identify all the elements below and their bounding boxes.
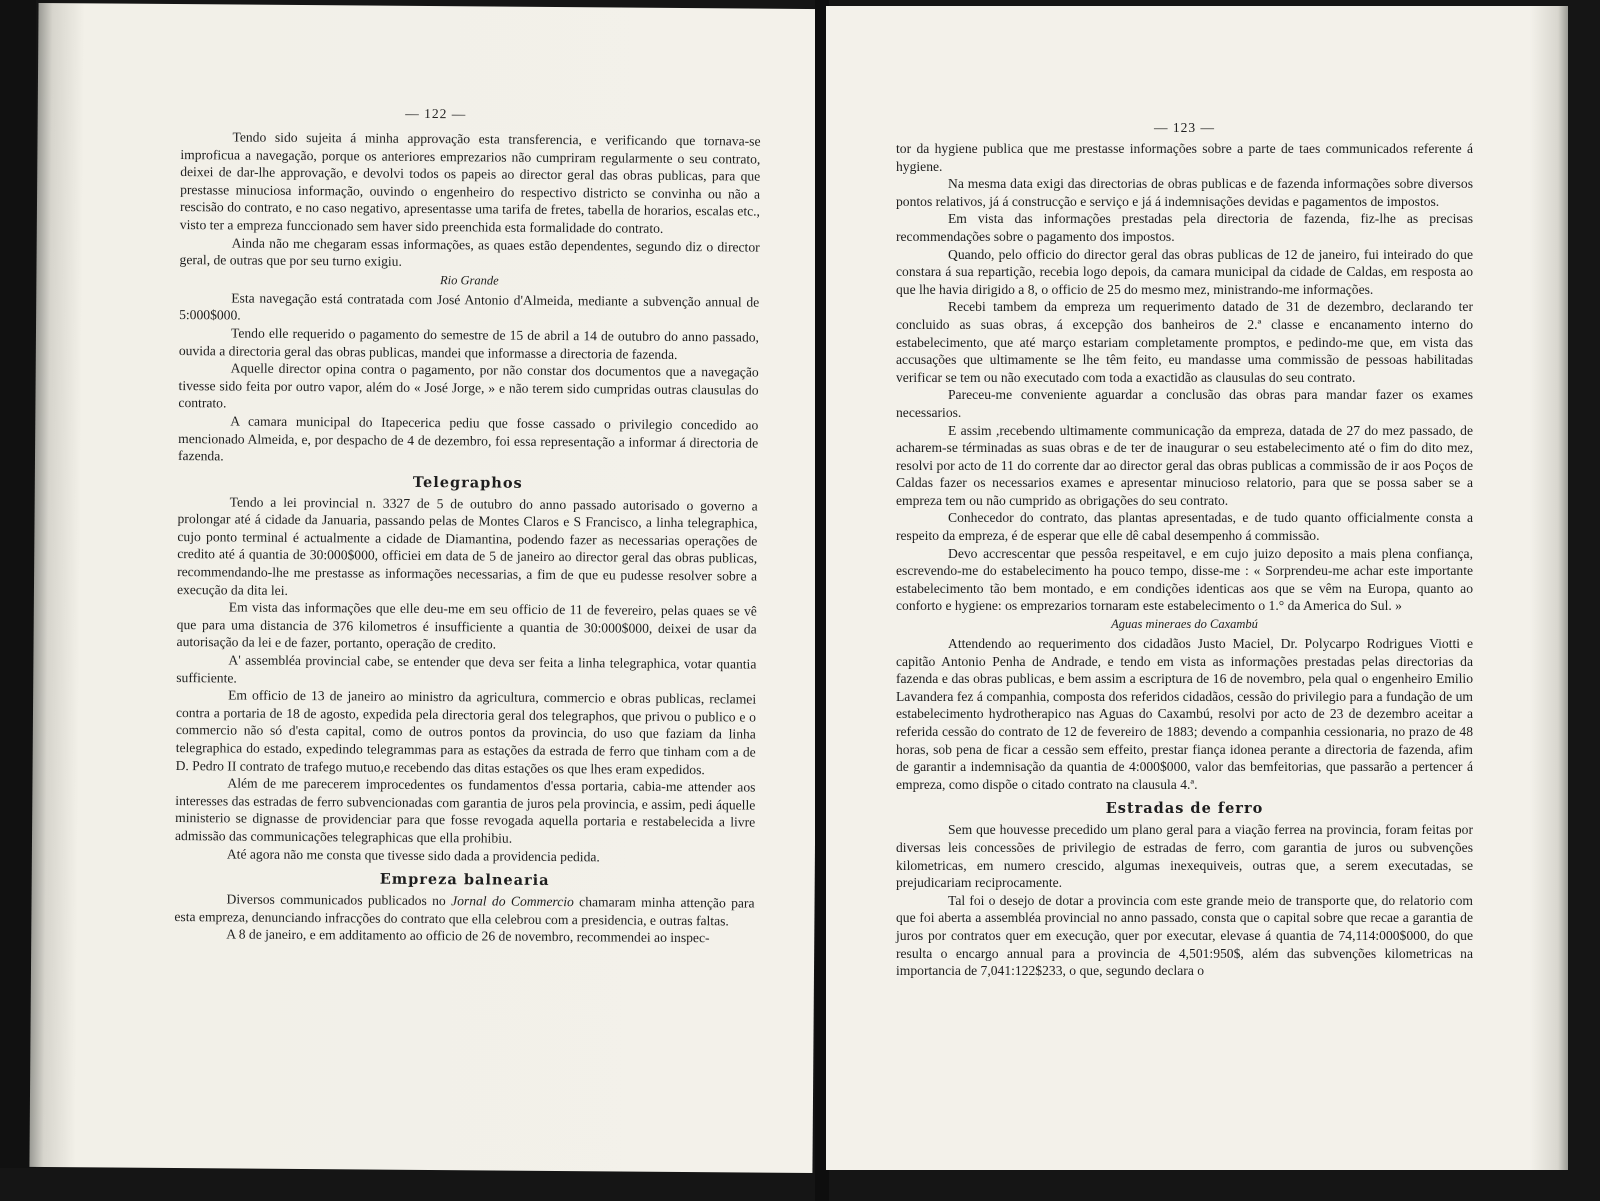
section-heading: Telegraphos bbox=[412, 473, 523, 492]
paragraph: Tal foi o desejo de dotar a provincia com este grande meio de transporte que, do relatorio com que foi aberta a assembléa provincial no anno passado, consta que o capital sobre que recae a garantia de juros por contratos quer em execução, quer por executar, elevase á quantia de 74,114:000$000, do que resulta o encargo annual para a provincia de 4,501:950$, além das subvenções kilometricas na importancia de 7,041:122$233, o que, segundo declara o bbox=[896, 892, 1473, 979]
left-page bbox=[29, 3, 821, 1173]
paragraph: Quando, pelo officio do director geral das obras publicas de 12 de janeiro, fui inteirado do que constara á sua repartição, recebia logo depois, da camara municipal da cidade de Caldas, em resposta ao que lhe havia dirigido a 8, o officio de 25 do mesmo mez, ministrando-me informações. bbox=[896, 246, 1473, 297]
right-page-body bbox=[896, 140, 1473, 980]
paragraph: Ainda não me chegaram essas informações, as quaes estão dependentes, segundo diz o director geral, de outras que por seu turno exigiu. bbox=[179, 235, 760, 269]
paragraph: A 8 de janeiro, e em additamento ao officio de 26 de novembro, recommendei ao inspec- bbox=[226, 926, 710, 946]
right-page bbox=[826, 6, 1568, 1170]
paragraph: E assim ,recebendo ultimamente communicação da empreza, datada de 27 do mez passado, de acharem-se términadas as suas obras e de ter de inaugurar o seu estabelecimento até o fim do dito mez, resolvi por acto de 11 do corrente dar ao director geral das obras publicas a commissão de ir aos Poços de Caldas fazer os necessarios exames e apresentar minucioso relatorio, para que se possa saber se a empreza tem ou não cumprido as obrigações do seu contrato. bbox=[896, 422, 1473, 508]
page-number-left: — 122 — bbox=[405, 105, 467, 122]
paragraph-text: chamaram minha attenção para esta empreza, denunciando infracções do contrato que ella celebrou com a presidencia, e outras faltas. bbox=[174, 894, 755, 929]
paragraph: Tendo a lei provincial n. 3327 de 5 de outubro do anno passado autorisado o governo a prolongar até á cidade da Januaria, passando pelas de Montes Claros e S Francisco, a linha telegraphica, cujo ponto terminal é actualmente a cidade de Diamantina, podendo fazer as necessarias operações de credito até á quantia de 30:000$000, officiei em data de 5 de janeiro ao director geral das obras publicas, recommendando-lhe me prestasse as informações necessarias, a fim de que eu pudesse resolver sobre a execução da dita lei. bbox=[176, 494, 758, 598]
paragraph: Em vista das informações prestadas pela directoria de fazenda, fiz-lhe as precisas recommendações sobre o pagamento dos impostos. bbox=[896, 211, 1473, 244]
paragraph bbox=[174, 890, 754, 930]
paragraph: Em officio de 13 de janeiro ao ministro da agricultura, commercio e obras publicas, reclamei contra a portaria de 18 de agosto, expedida pela directoria geral dos telegraphos, que privou o publico e o commercio não só d'esta capital, como de outros pontos da provincia, do uso que faziam da linha telegraphica do estado, expedindo telegrammas para as estações da estrada de ferro que tinham com a de D. Pedro II contrato de trafego mutuo,e recebendo das ditas estações os que lhes eram expedidos. bbox=[175, 687, 757, 777]
paragraph: Recebi tambem da empreza um requerimento datado de 31 de dezembro, declarando ter concluido as suas obras, á excepção dos banheiros de 2.ª classe e encanamento interno do estabelecimento, que até março estariam completamente promptos, e pedindo-me que, em vista das accusações que ultimamente se lhe têm feito, eu mandasse uma commissão de pessoas habilitadas verificar se tem ou não executado com toda a exactidão as clausulas do seu contrato. bbox=[896, 299, 1473, 385]
paragraph: Em vista das informações que elle deu-me em seu officio de 11 de fevereiro, pelas quaes se vê que para uma distancia de 376 kilometros é insufficiente a quantia de 30:000$000, deixei de usar da autorisação da lei e de fazer, portanto, operação de credito. bbox=[176, 599, 757, 652]
paragraph: Devo accrescentar que pessôa respeitavel, e em cujo juizo deposito a mais plena confiança, escrevendo-me do estabelecimento ha pouco tempo, disse-me : « Sorprendeu-me achar este importante estabelecimento tão bem montado, e em condições identicas aos que se vêm na Europa, quanto ao conforto e hygiene: os emprezarios tornaram este estabelecimento o 1.° da America do Sul. » bbox=[896, 545, 1473, 614]
newspaper-title: Jornal do Commercio bbox=[451, 893, 574, 910]
paragraph: A' assembléa provincial cabe, se entender que deva ser feita a linha telegraphica, votar quantia sufficiente. bbox=[176, 652, 757, 686]
paragraph: Aquelle director opina contra o pagamento, por não constar dos documentos que a navegação tivesse sido feita por outro vapor, além do « José Jorge, » e não terem sido cumpridas outras clausulas do contrato. bbox=[178, 360, 759, 411]
paragraph-continuation: tor da hygiene publica que me prestasse informações sobre a parte de taes communicados referente á hygiene. bbox=[896, 141, 1473, 174]
page-number-right: — 123 — bbox=[1154, 120, 1215, 135]
paragraph: Sem que houvesse precedido um plano geral para a viação ferrea na provincia, foram feitas por diversas leis concessões de privilegio de estradas de ferro, com garantia de juros ou subvenções kilometricas, em numero crescido, algumas inexequiveis, outras que, a serem executadas, se prejudicariam reciprocamente. bbox=[896, 822, 1473, 891]
subsection-heading: Rio Grande bbox=[440, 272, 499, 288]
paragraph: Attendendo ao requerimento dos cidadãos Justo Maciel, Dr. Polycarpo Rodrigues Viotti e capitão Antonio Penha de Andrade, e tendo em vista as informações prestadas pelas directorias da fazenda e das obras publicas, e bem assim a escriptura de 16 de novembro, pela qual o engenheiro Emilio Lavandera fez á companhia, composta dos referidos cidadãos, cessão do privilegio para a fundação de um estabelecimento hydrotherapico nas Aguas do Caxambú, resolvi por acto de 23 de dezembro aceitar a referida cessão do contrato de 12 de fevereiro de 1883; devendo a companhia cessionaria, no prazo de 48 horas, sob pena de ficar a cessão sem effeito, prestar fiança idonea perante a directoria de fazenda, afim de garantir a indemnisação da quantia de 4:000$000, valor das bemfeitorias, que passarão a pertencer á empreza, como dispõe o citado contrato na clausula 4.ª. bbox=[896, 636, 1473, 792]
paragraph: Na mesma data exigi das directorias de obras publicas e de fazenda informações sobre diversos pontos relativos, já á construcção e serviço e já á indemnisações devidas e pagamentos de impostos. bbox=[896, 176, 1473, 209]
paragraph: Até agora não me consta que tivesse sido dada a providencia pedida. bbox=[226, 846, 600, 864]
left-page-body bbox=[174, 128, 760, 947]
paragraph-text: Diversos communicados publicados no bbox=[226, 891, 452, 909]
paragraph: Esta navegação está contratada com José Antonio d'Almeida, mediante a subvenção annual de 5:000$000. bbox=[179, 290, 760, 323]
paragraph: Pareceu-me conveniente aguardar a conclusão das obras para mandar fazer os exames necessarios. bbox=[896, 387, 1473, 420]
paragraph: Tendo elle requerido o pagamento do semestre de 15 de abril a 14 de outubro do anno passado, ouvida a directoria geral das obras publicas, mandei que informasse a directoria de fazenda. bbox=[178, 325, 760, 362]
section-heading: Estradas de ferro bbox=[1105, 800, 1264, 818]
paragraph: Tendo sido sujeita á minha approvação esta transferencia, e verificando que tornava-se improficua a navegação, porque os anteriores emprezarios não cumpriram regularmente o seu contrato, deixei de dar-lhe approvação, e devolvi todos os papeis ao director geral das obras publicas, para que prestasse minuciosa informação, ouvindo o engenheiro do respectivo districto se convinha ou não a rescisão do contrato, e no caso negativo, apresentasse uma tarifa de fretes, tabella de horarios, escalas etc., visto ter a empreza funccionado sem haver sido preenchida esta formalidade do contrato. bbox=[179, 129, 761, 236]
paragraph: Conhecedor do contrato, das plantas apresentadas, e de tudo quanto officialmente consta a respeito da empreza, é de esperar que elle dê cabal desempenho á commissão. bbox=[896, 510, 1473, 544]
paragraph: Além de me parecerem improcedentes os fundamentos d'essa portaria, cabia-me attender aos interesses das estradas de ferro subvencionadas com garantia de juros pela provincia, e assim, pedi áquelle ministerio se dignasse de providenciar para que fosse revogada aquella portaria e restabelecida a livre admissão das communicações telegraphicas que ella prohibiu. bbox=[174, 775, 756, 846]
subsection-heading: Aguas mineraes do Caxambú bbox=[1111, 617, 1258, 632]
paragraph: A camara municipal do Itapecerica pediu que fosse cassado o privilegio concedido ao mencionado Almeida, e, por despacho de 4 de dezembro, foi essa representação a informar á directoria de fazenda. bbox=[177, 413, 759, 464]
section-heading: Empreza balnearia bbox=[379, 870, 550, 890]
